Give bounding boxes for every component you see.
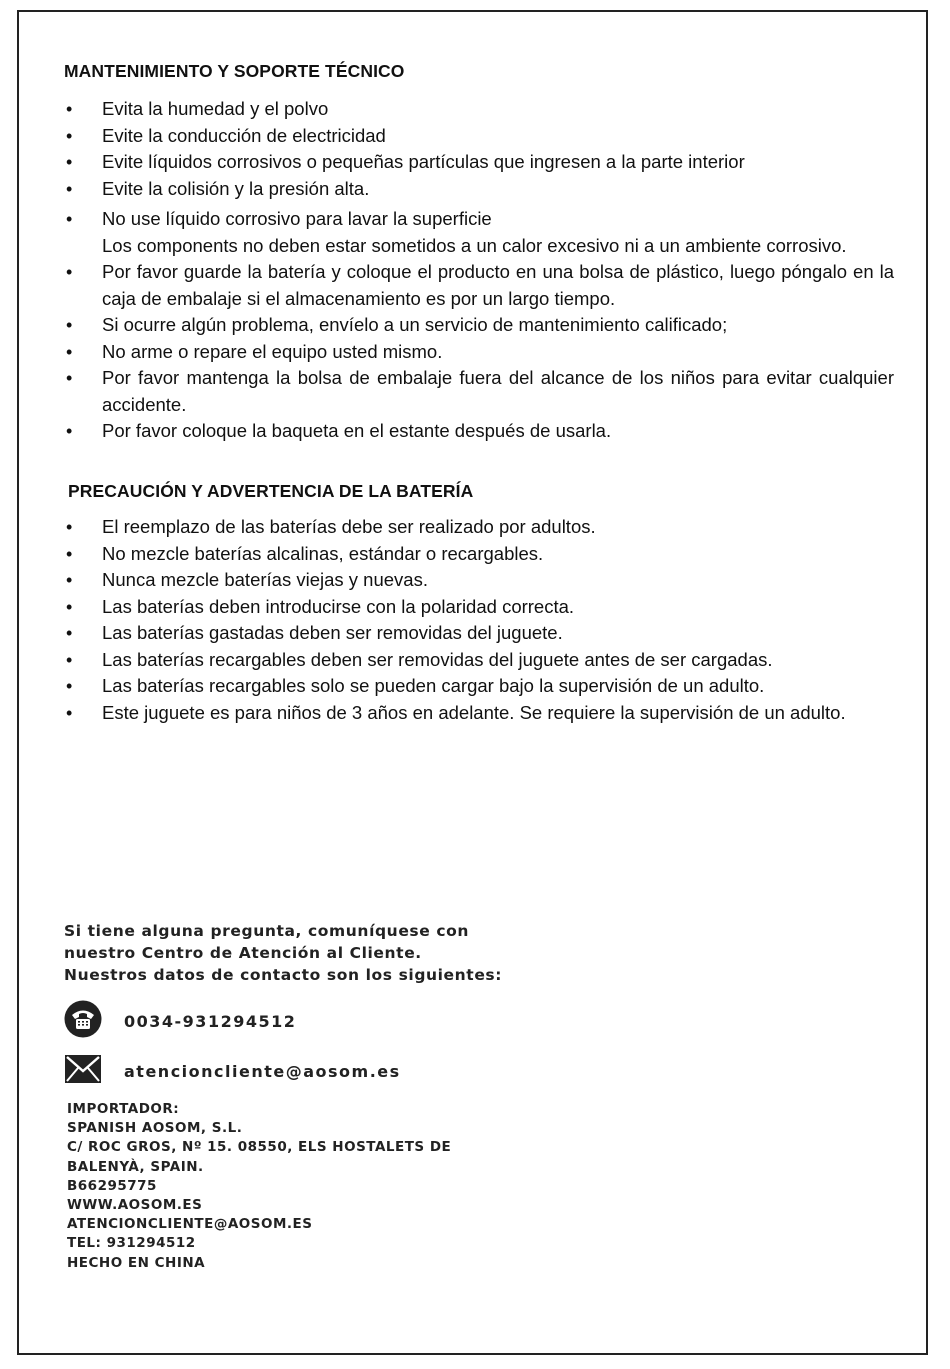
list-item: • El reemplazo de las baterías debe ser realizado por adultos. (64, 514, 894, 541)
list-item: • Las baterías gastadas deben ser removidas del juguete. (64, 620, 894, 647)
list-item: • Evite la conducción de electricidad (64, 123, 894, 150)
email-row (64, 1052, 564, 1090)
battery-list (64, 514, 894, 726)
maintenance-list (64, 96, 894, 445)
phone-number: 0034-931294512 (124, 1011, 297, 1031)
telephone-icon (64, 1000, 102, 1042)
contact-intro: Si tiene alguna pregunta, comuníquese con nuestro Centro de Atención al Cliente. Nuestros datos de contacto son los siguientes: (64, 922, 503, 984)
envelope-icon (64, 1052, 102, 1090)
list-item: • Por favor guarde la batería y coloque el producto en una bolsa de plástico, luego póngalo en la caja de embalaje si el almacenamiento es por un largo tiempo. (64, 259, 894, 312)
list-item: • Evita la humedad y el polvo (64, 96, 894, 123)
battery-heading: PRECAUCIÓN Y ADVERTENCIA DE LA BATERÍA (68, 481, 474, 501)
list-item: • Evite la colisión y la presión alta. (64, 176, 894, 203)
list-item: • Evite líquidos corrosivos o pequeñas partículas que ingresen a la parte interior (64, 149, 894, 176)
battery-section (64, 481, 894, 726)
list-item: • Por favor coloque la baqueta en el estante después de usarla. (64, 418, 894, 445)
list-item: • Las baterías deben introducirse con la polaridad correcta. (64, 594, 894, 621)
list-item: • No mezcle baterías alcalinas, estándar o recargables. (64, 541, 894, 568)
list-item: • Las baterías recargables solo se pueden cargar bajo la supervisión de un adulto. (64, 673, 894, 700)
importer-info: IMPORTADOR: SPANISH AOSOM, S.L. C/ ROC GROS, Nº 15. 08550, ELS HOSTALETS DE BALENYÀ, SPAIN. B66295775 WWW.AOSOM.ES ATENCIONCLIENTE@AOSOM.ES TEL: 931294512 HECHO EN CHINA (67, 1101, 452, 1271)
list-item: • No arme o repare el equipo usted mismo. (64, 339, 894, 366)
list-item: • Este juguete es para niños de 3 años en adelante. Se requiere la supervisión de un adulto. (64, 700, 894, 727)
list-item: • Las baterías recargables deben ser removidas del juguete antes de ser cargadas. (64, 647, 894, 674)
maintenance-heading: MANTENIMIENTO Y SOPORTE TÉCNICO (64, 61, 405, 81)
list-item: • Si ocurre algún problema, envíelo a un servicio de mantenimiento calificado; (64, 312, 894, 339)
list-item: • Por favor mantenga la bolsa de embalaje fuera del alcance de los niños para evitar cualquier accidente. (64, 365, 894, 418)
contact-block (64, 920, 564, 1273)
email-address: atencioncliente@aosom.es (124, 1061, 401, 1081)
list-item: • No use líquido corrosivo para lavar la superficie Los components no deben estar sometidos a un calor excesivo ni a un ambiente corrosivo. (64, 206, 894, 259)
maintenance-section (64, 61, 894, 445)
list-item: • Nunca mezcle baterías viejas y nuevas. (64, 567, 894, 594)
phone-row (64, 1000, 564, 1042)
